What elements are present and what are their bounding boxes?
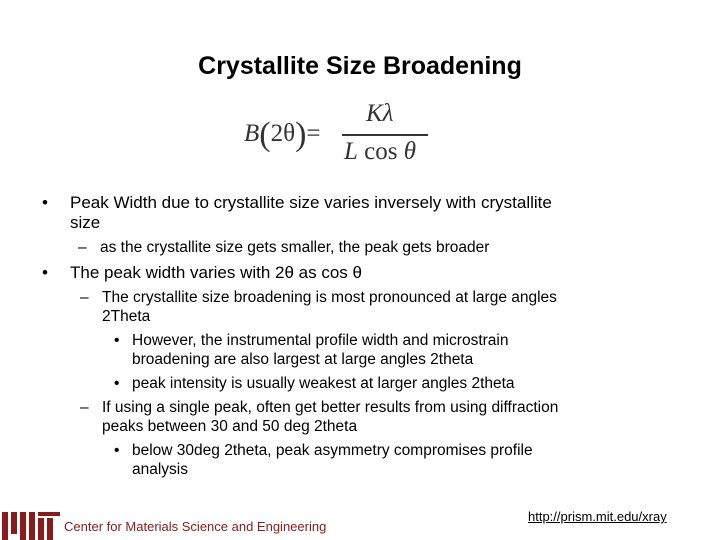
bullet-2-text: The peak width varies with 2θ as cos θ xyxy=(70,263,362,282)
footer-org-name: Center for Materials Science and Engineering xyxy=(64,519,327,534)
formula-lhs: B(2θ)= xyxy=(244,116,321,153)
scherrer-formula xyxy=(244,98,444,170)
formula-arg: 2θ xyxy=(270,120,296,147)
footer-url-link[interactable]: http://prism.mit.edu/xray xyxy=(528,509,667,524)
formula-b: B xyxy=(244,120,260,147)
formula-denominator: L cos θ xyxy=(344,138,417,165)
bullet-dot: • xyxy=(42,193,48,212)
formula-numerator: Kλ xyxy=(366,100,394,127)
bullet-dot: • xyxy=(42,263,48,282)
bullet-1-text: Peak Width due to crystallite size varies inversely with crystallite size xyxy=(70,193,552,232)
formula-equals: = xyxy=(306,120,321,147)
mit-logo xyxy=(0,508,62,540)
fraction-bar xyxy=(342,134,428,136)
slide-title: Crystallite Size Broadening xyxy=(198,52,522,80)
